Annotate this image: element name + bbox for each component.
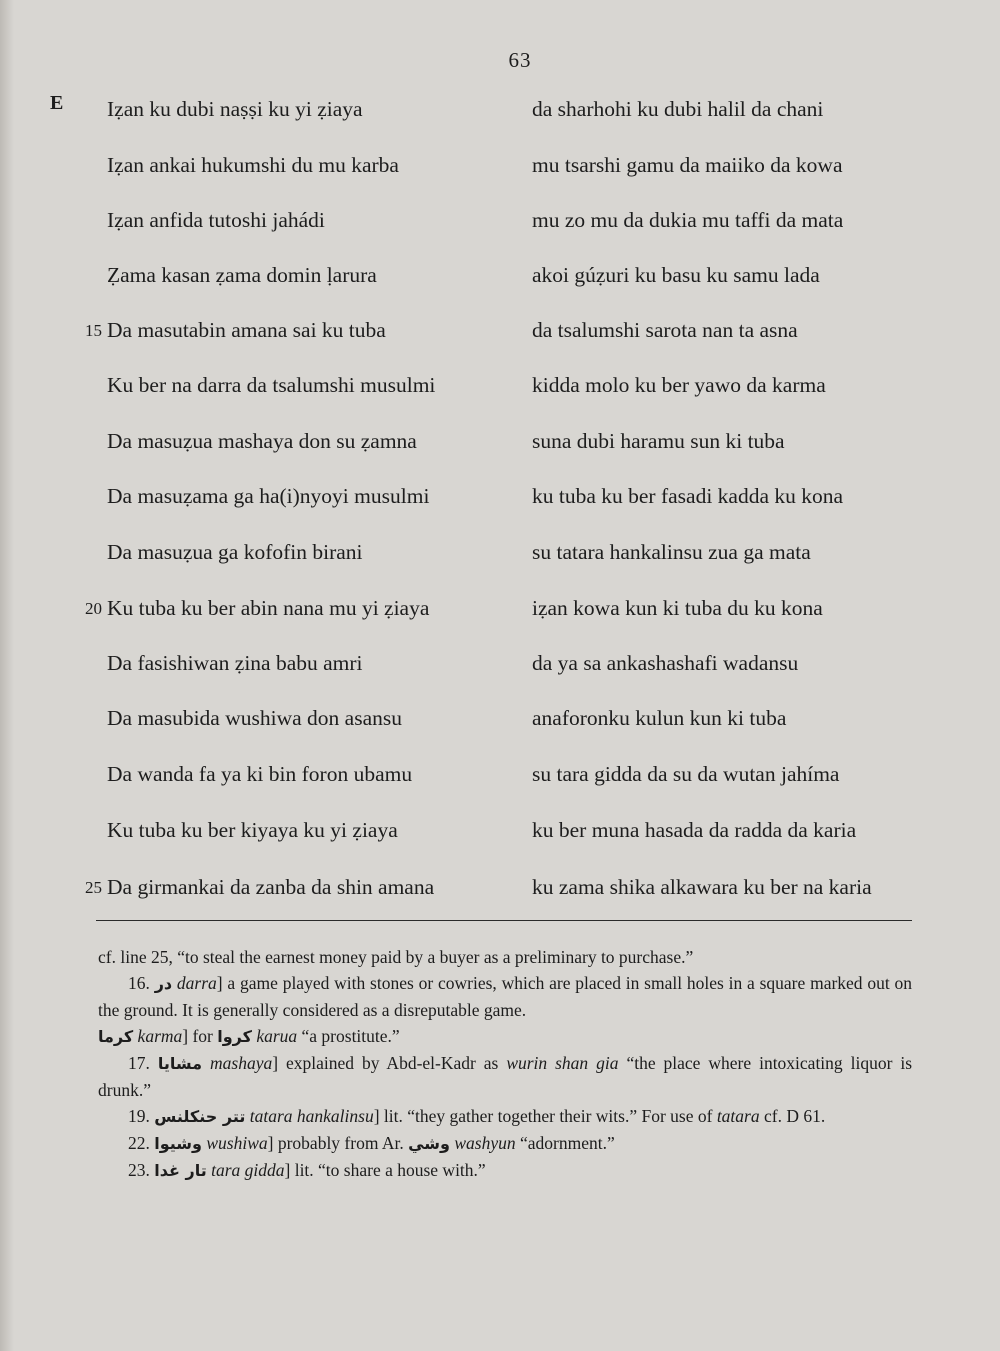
footnote-text: “the place where intoxicating liquor is drunk.” bbox=[98, 1053, 913, 1100]
verse-first-half: Da masuẓua ga kofofin birani bbox=[107, 540, 363, 564]
verse-line bbox=[0, 97, 1000, 137]
verse-first-half: Da wanda fa ya ki bin foron ubamu bbox=[107, 762, 413, 786]
verse-second-half: su tatara hankalinsu zua ga mata bbox=[532, 540, 811, 564]
footnote-text: “a prostitute.” bbox=[301, 1026, 400, 1046]
footnote-23 bbox=[98, 1157, 912, 1184]
verse-first-half: Ku ber na darra da tsalumshi musulmi bbox=[107, 373, 436, 397]
verse-first-half: Da masuẓama ga ha(i)nyoyi musulmi bbox=[107, 484, 430, 508]
transliterated-term: karma bbox=[137, 1026, 183, 1046]
arabic-term: كرما bbox=[98, 1027, 134, 1046]
page-number: 63 bbox=[508, 48, 532, 72]
footnote-16 bbox=[98, 970, 912, 1023]
verse-second-half: ku tuba ku ber fasadi kadda ku kona bbox=[532, 484, 844, 508]
verse-second-half: kidda molo ku ber yawo da karma bbox=[532, 373, 826, 397]
arabic-term: در bbox=[154, 974, 173, 993]
verse-second-half: suna dubi haramu sun ki tuba bbox=[532, 429, 785, 453]
footnote-16b bbox=[98, 1023, 912, 1050]
verse-line bbox=[0, 706, 1000, 746]
verse-first-half: Da fasishiwan ẓina babu amri bbox=[107, 651, 363, 675]
verse-line bbox=[0, 484, 1000, 524]
verse-first-half: Da masutabin amana sai ku tuba bbox=[107, 318, 386, 342]
arabic-term: كروا bbox=[217, 1027, 252, 1046]
transliterated-term: wushiwa bbox=[206, 1133, 268, 1153]
verse-first-half: Da masubida wushiwa don asansu bbox=[107, 706, 402, 730]
verse-second-half: su tara gidda da su da wutan jahíma bbox=[532, 762, 840, 786]
verse-first-half: Da masuẓua mashaya don su ẓamna bbox=[107, 429, 417, 453]
verse-second-half: anaforonku kulun kun ki tuba bbox=[532, 706, 787, 730]
transliterated-term: tara gidda bbox=[211, 1160, 285, 1180]
arabic-term: تتر حنكلنس bbox=[154, 1107, 246, 1126]
verse-line bbox=[0, 153, 1000, 193]
footnote-text: ] lit. “to share a house with.” bbox=[284, 1160, 486, 1180]
footnote-text: ] explained by Abd-el-Kadr as bbox=[272, 1053, 499, 1073]
line-number: 20 bbox=[85, 599, 102, 618]
verse-second-half: da tsalumshi sarota nan ta asna bbox=[532, 318, 798, 342]
verse-line bbox=[0, 429, 1000, 469]
transliterated-term: mashaya bbox=[210, 1053, 273, 1073]
transliterated-term: wurin shan gia bbox=[506, 1053, 619, 1073]
footnote-number: 23. bbox=[128, 1160, 150, 1180]
transliterated-term: darra bbox=[176, 973, 217, 993]
footnote-text: “adornment.” bbox=[519, 1133, 615, 1153]
verse-line bbox=[0, 263, 1000, 303]
verse-line bbox=[0, 373, 1000, 413]
arabic-term: وشي bbox=[408, 1134, 450, 1153]
transliterated-term: karua bbox=[256, 1026, 298, 1046]
footnote-number: 16. bbox=[128, 973, 150, 993]
footnotes bbox=[98, 944, 912, 1184]
footnote-text: ] lit. “they gather together their wits.” For use of bbox=[373, 1106, 713, 1126]
verse-line bbox=[0, 540, 1000, 580]
verse-first-half: Ẓama kasan ẓama domin ḷarura bbox=[107, 263, 377, 287]
verse-line bbox=[0, 596, 1000, 636]
verse-first-half: Da girmankai da zanba da shin amana bbox=[107, 875, 435, 899]
section-letter: E bbox=[50, 92, 64, 114]
verse-line bbox=[0, 818, 1000, 858]
verse-second-half: mu tsarshi gamu da maiiko da kowa bbox=[532, 153, 843, 177]
arabic-term: تار غدا bbox=[154, 1161, 207, 1180]
arabic-term: وشيوا bbox=[154, 1134, 202, 1153]
footnote-number: 22. bbox=[128, 1133, 150, 1153]
verse-line bbox=[0, 208, 1000, 248]
transliterated-term: tatara bbox=[716, 1106, 760, 1126]
verse-line bbox=[0, 318, 1000, 358]
verse-first-half: Iẓan ku dubi naṣṣi ku yi ẓiaya bbox=[107, 97, 363, 121]
footnote-continuation: cf. line 25, “to steal the earnest money paid by a buyer as a preliminary to purchase.” bbox=[98, 947, 694, 967]
footnote-divider bbox=[96, 920, 912, 921]
verse-first-half: Ku tuba ku ber kiyaya ku yi ẓiaya bbox=[107, 818, 398, 842]
footnote-number: 17. bbox=[128, 1053, 150, 1073]
verse-line bbox=[0, 651, 1000, 691]
verse-first-half: Iẓan anfida tutoshi jahádi bbox=[107, 208, 325, 232]
verse-second-half: da sharhohi ku dubi halil da chani bbox=[532, 97, 824, 121]
footnote-text: ] for bbox=[182, 1026, 213, 1046]
footnote-22 bbox=[98, 1130, 912, 1157]
footnote-text: ] a game played with stones or cowries, which are placed in small holes in a square marked out on the ground. It is generally considered as a disreputable game. bbox=[98, 973, 913, 1020]
line-number: 15 bbox=[85, 321, 102, 340]
footnote-text: cf. D 61. bbox=[763, 1106, 826, 1126]
verse-first-half: Ku tuba ku ber abin nana mu yi ẓiaya bbox=[107, 596, 430, 620]
verse-second-half: iẓan kowa kun ki tuba du ku kona bbox=[532, 596, 823, 620]
footnote-text: ] probably from Ar. bbox=[267, 1133, 404, 1153]
verse-line bbox=[0, 875, 1000, 915]
footnote-19 bbox=[98, 1103, 912, 1130]
verse-second-half: da ya sa ankashashafi wadansu bbox=[532, 651, 799, 675]
footnote-number: 19. bbox=[128, 1106, 150, 1126]
verse-first-half: Iẓan ankai hukumshi du mu karba bbox=[107, 153, 399, 177]
transliterated-term: tatara hankalinsu bbox=[249, 1106, 374, 1126]
verse-line bbox=[0, 762, 1000, 802]
verse-second-half: mu zo mu da dukia mu taffi da mata bbox=[532, 208, 844, 232]
line-number: 25 bbox=[85, 878, 102, 897]
verse-second-half: ku ber muna hasada da radda da karia bbox=[532, 818, 857, 842]
verse-second-half: akoi gúẓuri ku basu ku samu lada bbox=[532, 263, 820, 287]
arabic-term: مشايا bbox=[157, 1054, 203, 1073]
transliterated-term: washyun bbox=[454, 1133, 516, 1153]
footnote-17 bbox=[98, 1050, 912, 1103]
verse-second-half: ku zama shika alkawara ku ber na karia bbox=[532, 875, 872, 899]
